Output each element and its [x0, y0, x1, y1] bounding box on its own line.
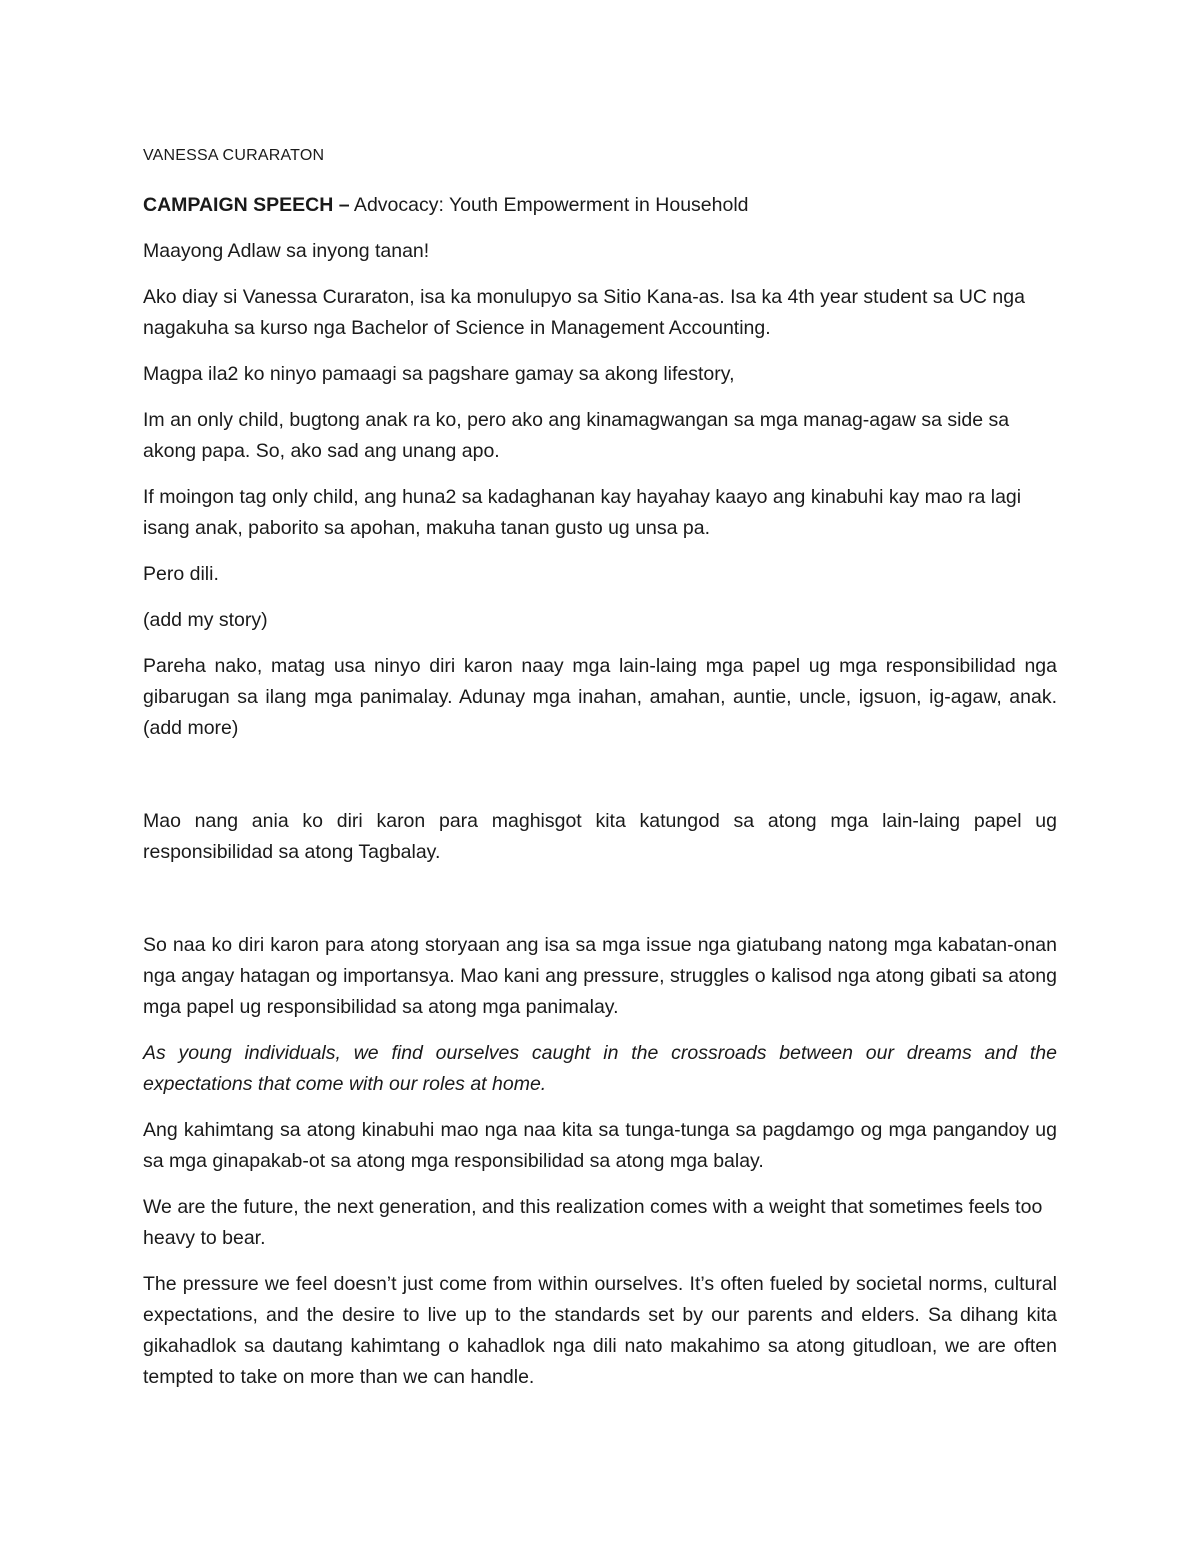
- paragraph-roles: Pareha nako, matag usa ninyo diri karon naay mga lain-laing mga papel ug mga responsibilidad nga gibarugan sa ilang mga panimalay. Adunay mga inahan, amahan, auntie, uncle, igsuon, ig-agaw, anak. (add more): [143, 655, 1057, 739]
- paragraph-issue: So naa ko diri karon para atong storyaan ang isa sa mga issue nga giatubang natong mga kabatan-onan nga angay hatagan og importansya. Mao kani ang pressure, struggles o kalisod nga atong gibati sa atong mga papel ug responsibilidad sa atong mga panimalay.: [143, 934, 1057, 1018]
- blank-line-spacer: [143, 759, 1057, 806]
- paragraph-add-story-note: (add my story): [143, 609, 268, 631]
- paragraph-crossroads: As young individuals, we find ourselves caught in the crossroads between our dreams and the expectations that come with our roles at home.: [143, 1042, 1057, 1095]
- paragraph-pressure: The pressure we feel doesn’t just come from within ourselves. It’s often fueled by societal norms, cultural expectations, and the desire to live up to the standards set by our parents and elders. Sa dihang kita gikahadlok sa dautang kahimtang o kahadlok nga dili nato makahimo sa atong gitudloan, we are often tempted to take on more than we can handle.: [143, 1273, 1057, 1388]
- paragraph-purpose: Mao nang ania ko diri karon para maghisgot kita katungod sa atong mga lain-laing papel ug responsibilidad sa atong Tagbalay.: [143, 810, 1057, 863]
- paragraph-assumption: If moingon tag only child, ang huna2 sa kadaghanan kay hayahay kaayo ang kinabuhi kay mao ra lagi isang anak, paborito sa apohan, makuha tanan gusto ug unsa pa.: [143, 486, 1022, 539]
- paragraph-greeting: Maayong Adlaw sa inyong tanan!: [143, 240, 430, 262]
- speech-title-advocacy: Advocacy: Youth Empowerment in Household: [349, 194, 749, 216]
- document-page: [143, 140, 1057, 1408]
- author-name: VANESSA CURARATON: [143, 147, 325, 164]
- blank-line-spacer: [143, 883, 1057, 930]
- paragraph-lifestory-intro: Magpa ila2 ko ninyo pamaagi sa pagshare gamay sa akong lifestory,: [143, 363, 735, 385]
- speech-title-bold: CAMPAIGN SPEECH –: [143, 194, 350, 216]
- paragraph-only-child: Im an only child, bugtong anak ra ko, pero ako ang kinamagwangan sa mga manag-agaw sa side sa akong papa. So, ako sad ang unang apo.: [143, 409, 1010, 462]
- paragraph-pero-dili: Pero dili.: [143, 563, 219, 585]
- paragraph-kahimtang: Ang kahimtang sa atong kinabuhi mao nga naa kita sa tunga-tunga sa pagdamgo og mga pangandoy ug sa mga ginapakab-ot sa atong mga responsibilidad sa atong mga balay.: [143, 1119, 1057, 1172]
- paragraph-introduction: Ako diay si Vanessa Curaraton, isa ka monulupyo sa Sitio Kana-as. Isa ka 4th year student sa UC nga nagakuha sa kurso nga Bachelor of Science in Management Accounting.: [143, 286, 1025, 339]
- speech-title: [143, 190, 1057, 221]
- paragraph-future: We are the future, the next generation, and this realization comes with a weight that sometimes feels too heavy to bear.: [143, 1196, 1043, 1249]
